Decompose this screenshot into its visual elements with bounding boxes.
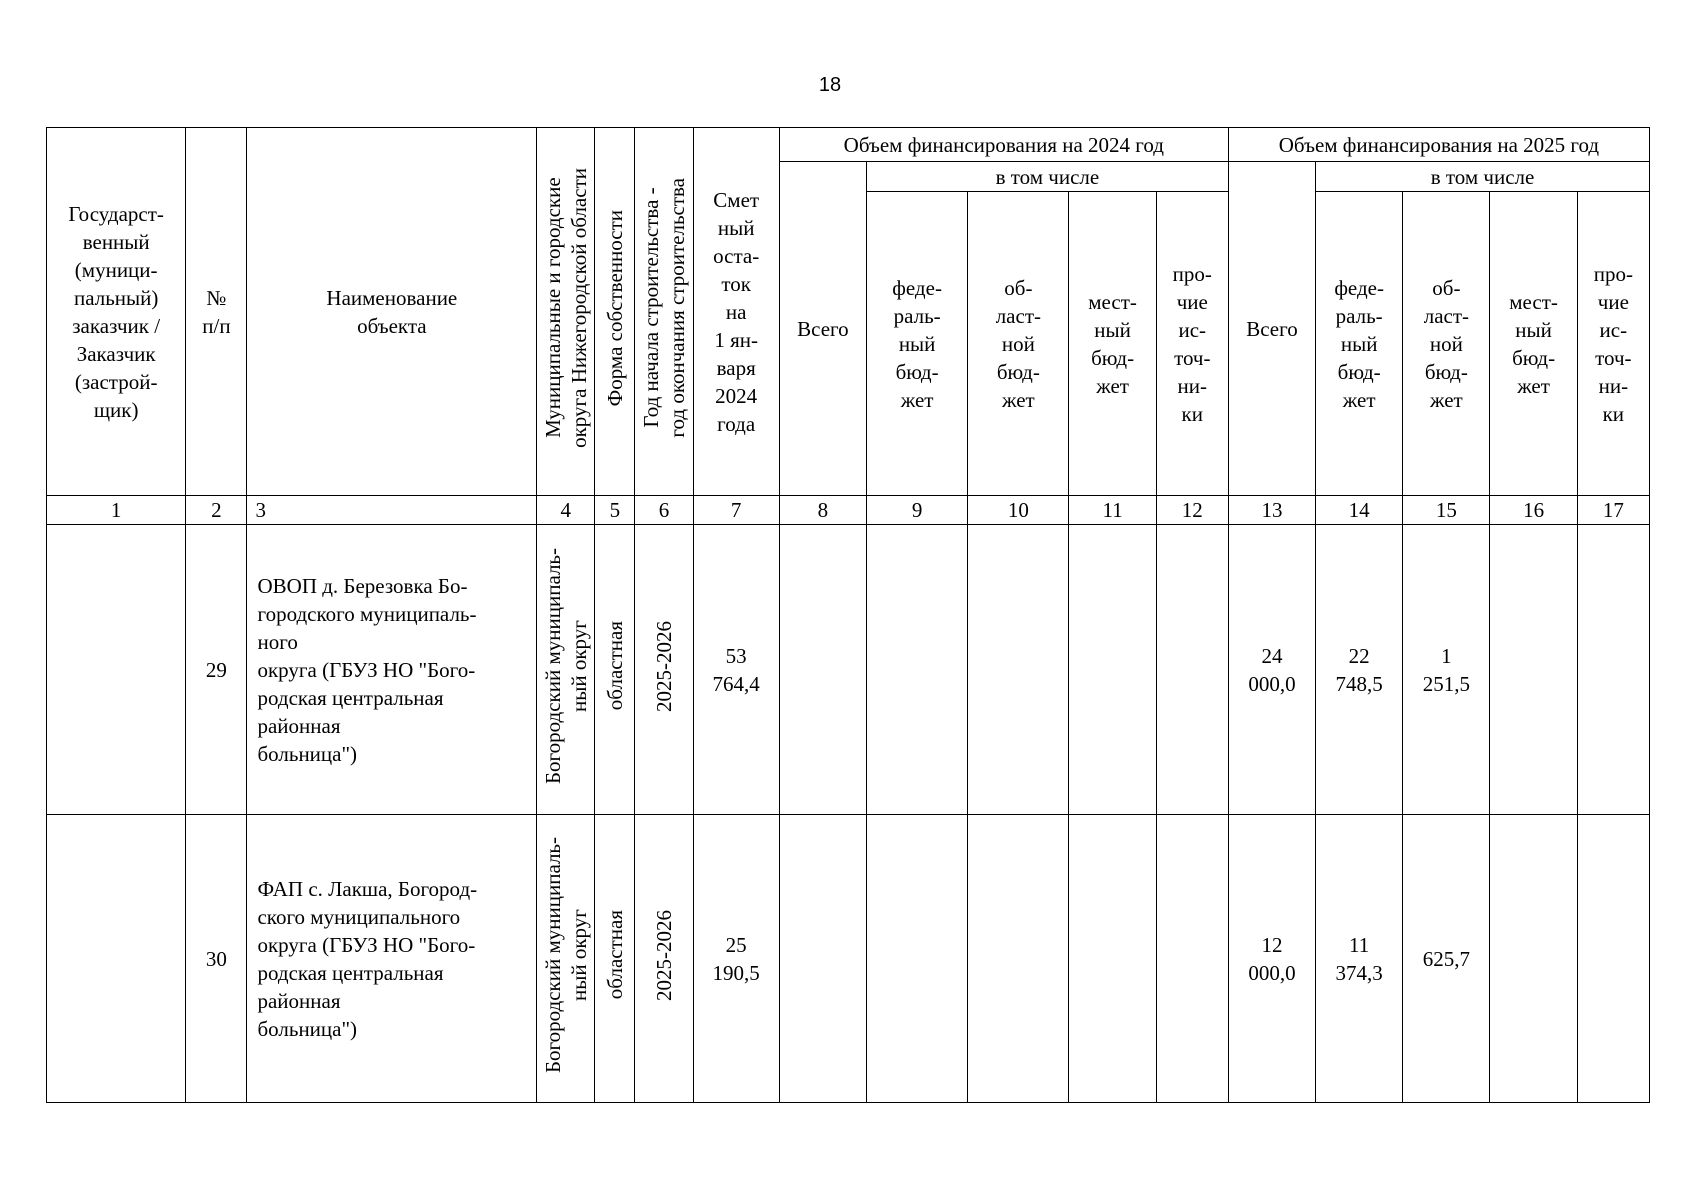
row-object-name: ФАП с. Лакша, Богород- ского муниципального округа (ГБУЗ НО "Бого- родская центральная районная больница") <box>247 815 537 1103</box>
row-years: 2025-2026 <box>635 815 693 1103</box>
header-2025-local: мест- ный бюд- жет <box>1490 192 1577 496</box>
row-2024-other <box>1156 815 1228 1103</box>
row-municipality: Богородский муниципаль- ный округ <box>537 525 595 815</box>
row-2025-local <box>1490 815 1577 1103</box>
header-2025-total: Всего <box>1228 162 1315 496</box>
header-2024-other: про- чие ис- точ- ни- ки <box>1156 192 1228 496</box>
header-ownership: Форма собственности <box>595 128 635 496</box>
row-number: 30 <box>186 815 247 1103</box>
header-years: Год начала строительства - год окончания строительства <box>635 128 693 496</box>
column-number: 6 <box>635 496 693 525</box>
header-funding-2025: Объем финансирования на 2025 год <box>1228 128 1649 162</box>
column-number: 1 <box>47 496 186 525</box>
row-estimate: 25 190,5 <box>693 815 779 1103</box>
column-number: 9 <box>866 496 967 525</box>
investment-table <box>46 127 1650 1103</box>
page-number: 18 <box>818 74 842 96</box>
row-2025-regional: 625,7 <box>1403 815 1490 1103</box>
header-funding-2024: Объем финансирования на 2024 год <box>779 128 1228 162</box>
row-2024-total <box>779 815 866 1103</box>
header-estimate: Смет ный оста- ток на 1 ян- варя 2024 года <box>693 128 779 496</box>
row-ownership: областная <box>595 815 635 1103</box>
column-number: 17 <box>1577 496 1649 525</box>
header-2024-federal: феде- раль- ный бюд- жет <box>866 192 967 496</box>
row-2025-total: 12 000,0 <box>1228 815 1315 1103</box>
row-estimate: 53 764,4 <box>693 525 779 815</box>
row-ownership: областная <box>595 525 635 815</box>
row-2025-other <box>1577 815 1649 1103</box>
column-number: 10 <box>968 496 1069 525</box>
header-2025-regional: об- ласт- ной бюд- жет <box>1403 192 1490 496</box>
header-municipality: Муниципальные и городские округа Нижегородской области <box>537 128 595 496</box>
row-2025-federal: 22 748,5 <box>1316 525 1403 815</box>
header-customer: Государст- венный (муници- пальный) заказчик / Заказчик (застрой- щик) <box>47 128 186 496</box>
column-number: 5 <box>595 496 635 525</box>
row-2025-regional: 1 251,5 <box>1403 525 1490 815</box>
column-number: 4 <box>537 496 595 525</box>
row-2024-federal <box>866 525 967 815</box>
row-2024-federal <box>866 815 967 1103</box>
row-2024-regional <box>968 815 1069 1103</box>
column-number: 13 <box>1228 496 1315 525</box>
column-number: 11 <box>1069 496 1156 525</box>
header-name: Наименование объекта <box>247 128 537 496</box>
header-number: № п/п <box>186 128 247 496</box>
row-years: 2025-2026 <box>635 525 693 815</box>
header-row-1 <box>47 128 1650 162</box>
column-number: 16 <box>1490 496 1577 525</box>
row-2025-total: 24 000,0 <box>1228 525 1315 815</box>
header-2024-local: мест- ный бюд- жет <box>1069 192 1156 496</box>
row-2024-local <box>1069 525 1156 815</box>
column-number: 7 <box>693 496 779 525</box>
column-number: 2 <box>186 496 247 525</box>
table-row <box>47 525 1650 815</box>
column-number: 8 <box>779 496 866 525</box>
row-2025-other <box>1577 525 1649 815</box>
column-number: 12 <box>1156 496 1228 525</box>
header-2025-federal: феде- раль- ный бюд- жет <box>1316 192 1403 496</box>
row-object-name: ОВОП д. Березовка Бо- городского муниципаль- ного округа (ГБУЗ НО "Бого- родская центральная районная больница") <box>247 525 537 815</box>
table-row <box>47 815 1650 1103</box>
header-2025-other: про- чие ис- точ- ни- ки <box>1577 192 1649 496</box>
header-2024-including: в том числе <box>866 162 1228 192</box>
row-2024-regional <box>968 525 1069 815</box>
row-municipality: Богородский муниципаль- ный округ <box>537 815 595 1103</box>
row-customer <box>47 815 186 1103</box>
row-2024-other <box>1156 525 1228 815</box>
column-number: 15 <box>1403 496 1490 525</box>
row-2025-federal: 11 374,3 <box>1316 815 1403 1103</box>
row-2025-local <box>1490 525 1577 815</box>
header-2024-total: Всего <box>779 162 866 496</box>
row-number: 29 <box>186 525 247 815</box>
column-numbers-row <box>47 496 1650 525</box>
row-2024-total <box>779 525 866 815</box>
header-2025-including: в том числе <box>1316 162 1650 192</box>
row-customer <box>47 525 186 815</box>
header-2024-regional: об- ласт- ной бюд- жет <box>968 192 1069 496</box>
column-number: 14 <box>1316 496 1403 525</box>
row-2024-local <box>1069 815 1156 1103</box>
column-number: 3 <box>247 496 537 525</box>
